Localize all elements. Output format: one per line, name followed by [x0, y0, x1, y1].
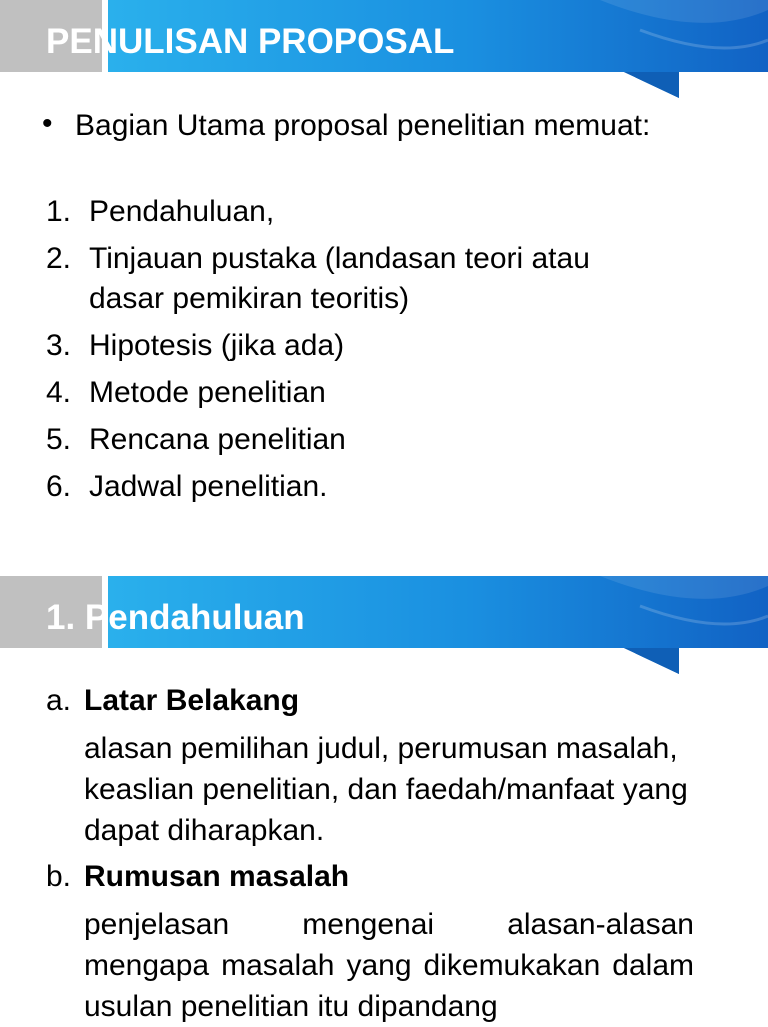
slide-title: PENULISAN PROPOSAL [46, 22, 455, 61]
list-item [46, 467, 746, 507]
list-text: Tinjauan pustaka (landasan teori atau dasar pemikiran teoritis) [89, 242, 590, 315]
list-number: 1. [46, 195, 72, 228]
list-text: Rencana penelitian [89, 423, 346, 456]
list-text: Metode penelitian [89, 376, 326, 409]
intro-text: Bagian Utama proposal penelitian memuat: [75, 109, 651, 142]
section-letter: a. [46, 684, 72, 717]
list-text: Pendahuluan, [89, 195, 275, 228]
section-letter: b. [46, 860, 72, 893]
section-heading: Latar Belakang [84, 684, 300, 717]
list-number: 3. [46, 329, 72, 362]
list-number: 6. [46, 470, 72, 503]
slide-header [0, 0, 768, 100]
section-body: penjelasan mengenai alasan-alasan mengapa masalah yang dikemukakan dalam usulan penelitian itu dipandang [84, 908, 694, 1023]
section-heading: Rumusan masalah [84, 860, 350, 893]
section-body: alasan pemilihan judul, perumusan masalah, keaslian penelitian, dan faedah/manfaat yang dapat diharapkan. [84, 732, 688, 847]
numbered-list [46, 192, 746, 514]
bullet-icon: • [42, 107, 53, 140]
slide-divider [0, 560, 768, 576]
list-number: 4. [46, 376, 72, 409]
list-item [46, 420, 746, 460]
list-text: Jadwal penelitian. [89, 470, 328, 503]
slide-title: 1. Pendahuluan [46, 598, 305, 637]
list-item [46, 373, 746, 413]
list-item [46, 326, 746, 366]
list-number: 5. [46, 423, 72, 456]
slide-header [0, 576, 768, 676]
list-number: 2. [46, 242, 72, 275]
list-item [46, 192, 746, 232]
list-item [46, 239, 746, 319]
list-text: Hipotesis (jika ada) [89, 329, 345, 362]
